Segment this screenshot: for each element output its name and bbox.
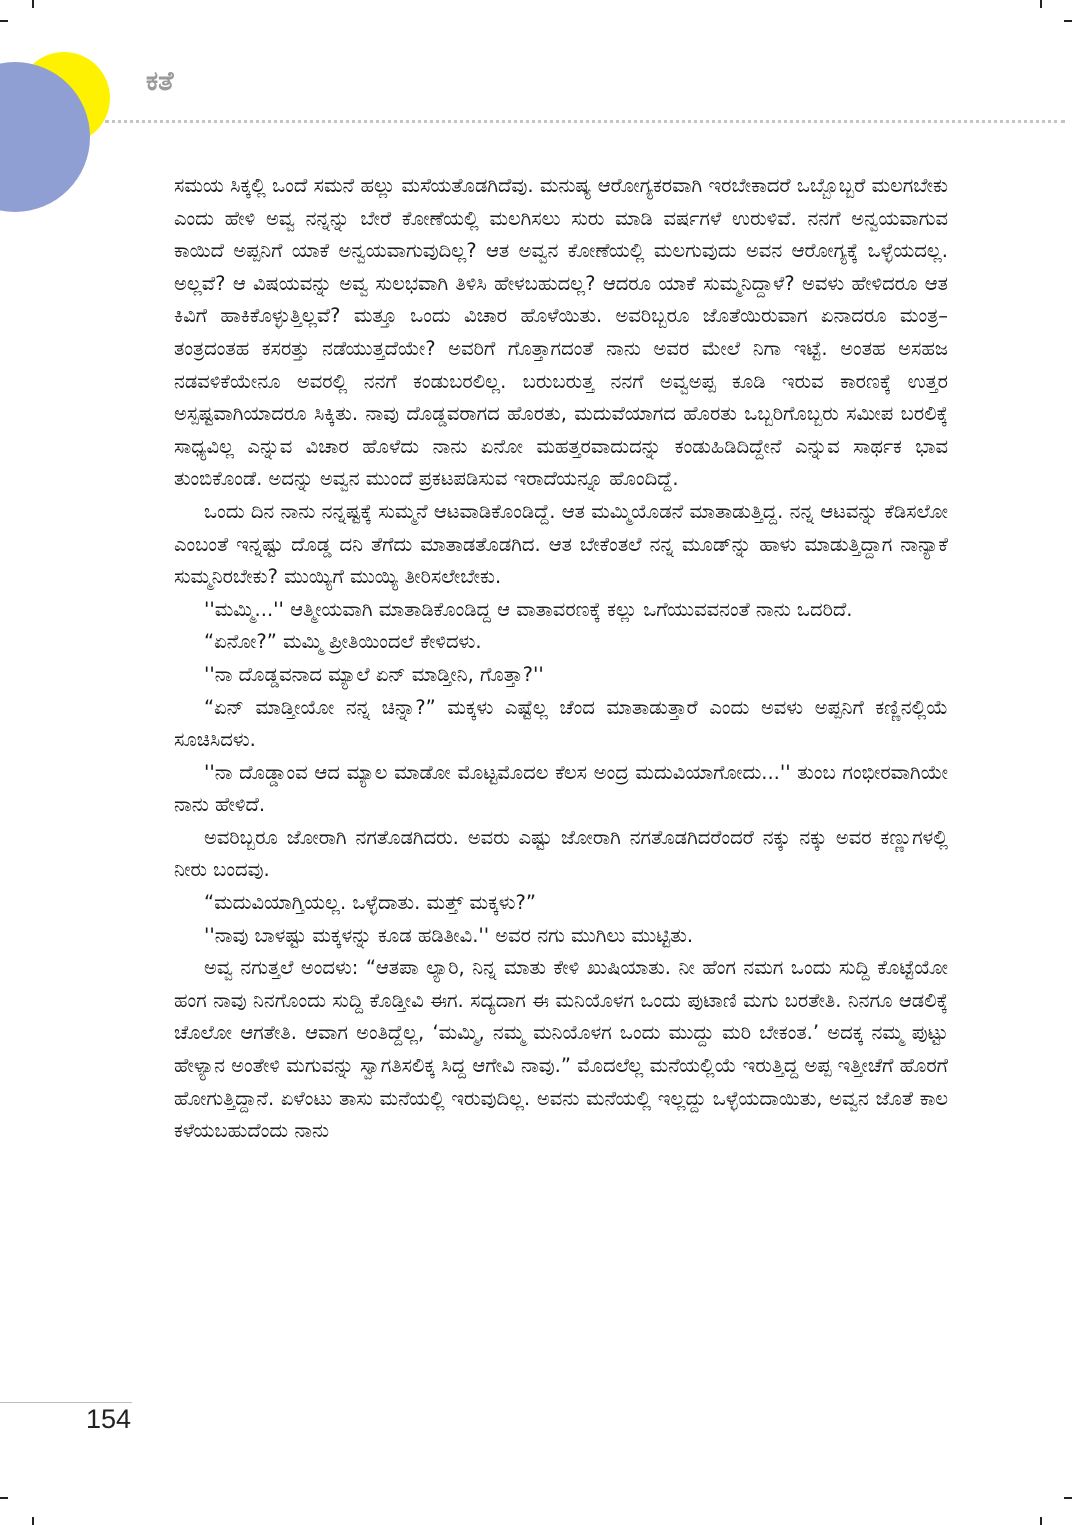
header-dotted-divider bbox=[105, 120, 1065, 123]
paragraph: ಅವರಿಬ್ಬರೂ ಜೋರಾಗಿ ನಗತೊಡಗಿದರು. ಅವರು ಎಷ್ಟು ಜೋರಾಗಿ ನಗತೊಡಗಿದರೆಂದರೆ ನಕ್ಕು ನಕ್ಕು ಅವರ ಕಣ್ಣುಗಳಲ್ಲಿ ನೀರು ಬಂದವು. bbox=[174, 825, 948, 882]
footer-rule bbox=[0, 1402, 132, 1403]
paragraph: ಅವ್ವ ನಗುತ್ತಲೆ ಅಂದಳು: “ಆತಪಾ ಲ್ಯಾರಿ, ನಿನ್ನ ಮಾತು ಕೇಳಿ ಖುಷಿಯಾತು. ನೀ ಹೆಂಗ ನಮಗ ಒಂದು ಸುದ್ದಿ ಕೊಟ್ಟೆಯೋ ಹಂಗ ನಾವು ನಿನಗೊಂದು ಸುದ್ದಿ ಕೊಡ್ತೀವಿ ಈಗ. ಸದ್ಯದಾಗ ಈ ಮನಿಯೊಳಗ ಒಂದು ಪುಟಾಣಿ ಮಗು ಬರತೇತಿ. ನಿನಗೂ ಆಡಲಿಕ್ಕೆ ಚೊಲೋ ಆಗತೇತಿ. ಆವಾಗ ಅಂತಿದ್ದೆಲ್ಲ, ‘ಮಮ್ಮಿ, ನಮ್ಮ ಮನಿಯೊಳಗ ಒಂದು ಮುದ್ದು ಮರಿ ಬೇಕಂತ.’ ಅದಕ್ಕ ನಮ್ಮ ಪುಟ್ಟು ಹೇಳ್ಯಾನ ಅಂತೇಳಿ ಮಗುವನ್ನು ಸ್ವಾಗತಿಸಲಿಕ್ಕ ಸಿದ್ದ ಆಗೇವಿ ನಾವು.” ಮೊದಲೆಲ್ಲ ಮನೆಯಲ್ಲಿಯೆ ಇರುತ್ತಿದ್ದ ಅಪ್ಪ ಇತ್ತೀಚೆಗೆ ಹೊರಗೆ ಹೋಗುತ್ತಿದ್ದಾನೆ. ಏಳೆಂಟು ತಾಸು ಮನೆಯಲ್ಲಿ ಇರುವುದಿಲ್ಲ. ಅವನು ಮನೆಯಲ್ಲಿ ಇಲ್ಲದ್ದು ಒಳ್ಳೆಯದಾಯಿತು, ಅವ್ವನ ಜೊತೆ ಕಾಲ ಕಳೆಯಬಹುದೆಂದು ನಾನು bbox=[174, 956, 948, 1143]
crop-mark bbox=[32, 1517, 34, 1525]
paragraph: ''ನಾ ದೊಡ್ಡಾಂವ ಆದ ಮ್ಯಾಲ ಮಾಡೋ ಮೊಟ್ಟಮೊದಲ ಕೆಲಸ ಅಂದ್ರ ಮದುವಿಯಾಗೋದು...'' ತುಂಬ ಗಂಭೀರವಾಗಿಯೇ ನಾನು ಹೇಳಿದೆ. bbox=[174, 760, 948, 817]
crop-mark bbox=[1040, 0, 1042, 8]
paragraph: ''ಮಮ್ಮಿ...'' ಆತ್ಮೀಯವಾಗಿ ಮಾತಾಡಿಕೊಂಡಿದ್ದ ಆ ವಾತಾವರಣಕ್ಕೆ ಕಲ್ಲು ಒಗೆಯುವವನಂತೆ ನಾನು ಒದರಿದೆ. bbox=[204, 597, 853, 621]
crop-mark bbox=[0, 20, 8, 22]
page-number: 154 bbox=[86, 1404, 132, 1434]
crop-mark bbox=[0, 1497, 8, 1499]
crop-mark bbox=[32, 0, 34, 8]
crop-mark bbox=[1064, 20, 1072, 22]
paragraph: “ಏನ್ ಮಾಡ್ತೀಯೋ ನನ್ನ ಚಿನ್ನಾ?” ಮಕ್ಕಳು ಎಷ್ಟೆಲ್ಲ ಚೆಂದ ಮಾತಾಡುತ್ತಾರೆ ಎಂದು ಅವಳು ಅಪ್ಪನಿಗೆ ಕಣ್ಣಿನಲ್ಲಿಯೆ ಸೂಚಿಸಿದಳು. bbox=[174, 695, 948, 752]
paragraph: ಸಮಯ ಸಿಕ್ಕಲ್ಲಿ ಒಂದೆ ಸಮನೆ ಹಲ್ಲು ಮಸೆಯತೊಡಗಿದೆವು. ಮನುಷ್ಯ ಆರೋಗ್ಯಕರವಾಗಿ ಇರಬೇಕಾದರೆ ಒಬ್ಬೊಬ್ಬರೆ ಮಲಗಬೇಕು ಎಂದು ಹೇಳಿ ಅವ್ವ ನನ್ನನ್ನು ಬೇರೆ ಕೋಣೆಯಲ್ಲಿ ಮಲಗಿಸಲು ಸುರು ಮಾಡಿ ವರ್ಷಗಳೆ ಉರುಳಿವೆ. ನನಗೆ ಅನ್ವಯವಾಗುವ ಕಾಯಿದೆ ಅಪ್ಪನಿಗೆ ಯಾಕೆ ಅನ್ವಯವಾಗುವುದಿಲ್ಲ? ಆತ ಅವ್ವನ ಕೋಣೆಯಲ್ಲಿ ಮಲಗುವುದು ಅವನ ಆರೋಗ್ಯಕ್ಕೆ ಒಳ್ಳೆಯದಲ್ಲ. ಅಲ್ಲವೆ? ಆ ವಿಷಯವನ್ನು ಅವ್ವ ಸುಲಭವಾಗಿ ತಿಳಿಸಿ ಹೇಳಬಹುದಲ್ಲ? ಆದರೂ ಯಾಕೆ ಸುಮ್ಮನಿದ್ದಾಳೆ? ಅವಳು ಹೇಳಿದರೂ ಆತ ಕಿವಿಗೆ ಹಾಕಿಕೊಳ್ಳುತ್ತಿಲ್ಲವೆ? ಮತ್ತೂ ಒಂದು ವಿಚಾರ ಹೊಳೆಯಿತು. ಅವರಿಬ್ಬರೂ ಜೊತೆಯಿರುವಾಗ ಏನಾದರೂ ಮಂತ್ರ–ತಂತ್ರದಂತಹ ಕಸರತ್ತು ನಡೆಯುತ್ತದೆಯೇ? ಅವರಿಗೆ ಗೊತ್ತಾಗದಂತೆ ನಾನು ಅವರ ಮೇಲೆ ನಿಗಾ ಇಟ್ಟೆ. ಅಂತಹ ಅಸಹಜ ನಡವಳಿಕೆಯೇನೂ ಅವರಲ್ಲಿ ನನಗೆ ಕಂಡುಬರಲಿಲ್ಲ. ಬರುಬರುತ್ತ ನನಗೆ ಅವ್ವಅಪ್ಪ ಕೂಡಿ ಇರುವ ಕಾರಣಕ್ಕೆ ಉತ್ತರ ಅಸ್ಪಷ್ಟವಾಗಿಯಾದರೂ ಸಿಕ್ಕಿತು. ನಾವು ದೊಡ್ಡವರಾಗದ ಹೊರತು, ಮದುವೆಯಾಗದ ಹೊರತು ಒಬ್ಬರಿಗೊಬ್ಬರು ಸಮೀಪ ಬರಲಿಕ್ಕೆ ಸಾಧ್ಯವಿಲ್ಲ ಎನ್ನುವ ವಿಚಾರ ಹೊಳೆದು ನಾನು ಏನೋ ಮಹತ್ತರವಾದುದನ್ನು ಕಂಡುಹಿಡಿದಿದ್ದೇನೆ ಎನ್ನುವ ಸಾರ್ಥಕ ಭಾವ ತುಂಬಿಕೊಂಡೆ. ಅದನ್ನು ಅವ್ವನ ಮುಂದೆ ಪ್ರಕಟಪಡಿಸುವ ಇರಾದೆಯನ್ನೂ ಹೊಂದಿದ್ದೆ. bbox=[174, 174, 948, 491]
paragraph: ''ನಾ ದೊಡ್ಡವನಾದ ಮ್ಯಾಲೆ ಏನ್ ಮಾಡ್ತೀನಿ, ಗೊತ್ತಾ?'' bbox=[204, 662, 544, 686]
crop-mark bbox=[1064, 1497, 1072, 1499]
section-title: ಕತೆ bbox=[146, 66, 174, 97]
paragraph: “ಏನೋ?” ಮಮ್ಮಿ ಪ್ರೀತಿಯಿಂದಲೆ ಕೇಳಿದಳು. bbox=[204, 630, 482, 654]
paragraph: ಒಂದು ದಿನ ನಾನು ನನ್ನಷ್ಟಕ್ಕೆ ಸುಮ್ಮನೆ ಆಟವಾಡಿಕೊಂಡಿದ್ದೆ. ಆತ ಮಮ್ಮಿಯೊಡನೆ ಮಾತಾಡುತ್ತಿದ್ದ. ನನ್ನ ಆಟವನ್ನು ಕೆಡಿಸಲೋ ಎಂಬಂತೆ ಇನ್ನಷ್ಟು ದೊಡ್ಡ ದನಿ ತೆಗೆದು ಮಾತಾಡತೊಡಗಿದ. ಆತ ಬೇಕೆಂತಲೆ ನನ್ನ ಮೂಡ್‌ನ್ನು ಹಾಳು ಮಾಡುತ್ತಿದ್ದಾಗ ನಾನ್ಯಾಕೆ ಸುಮ್ಮನಿರಬೇಕು? ಮುಯ್ಯಿಗೆ ಮುಯ್ಯಿ ತೀರಿಸಲೇಬೇಕು. bbox=[174, 499, 948, 589]
paragraph: ''ನಾವು ಬಾಳಷ್ಟು ಮಕ್ಕಳನ್ನು ಕೂಡ ಹಡಿತೀವಿ.'' ಅವರ ನಗು ಮುಗಿಲು ಮುಟ್ಟಿತು. bbox=[204, 923, 694, 947]
paragraph: “ಮದುವಿಯಾಗ್ತಿಯಲ್ಲ. ಒಳ್ಳೆದಾತು. ಮತ್ತ್ ಮಕ್ಕಳು?” bbox=[204, 891, 536, 915]
story-body bbox=[174, 170, 948, 1148]
crop-mark bbox=[1040, 1517, 1042, 1525]
